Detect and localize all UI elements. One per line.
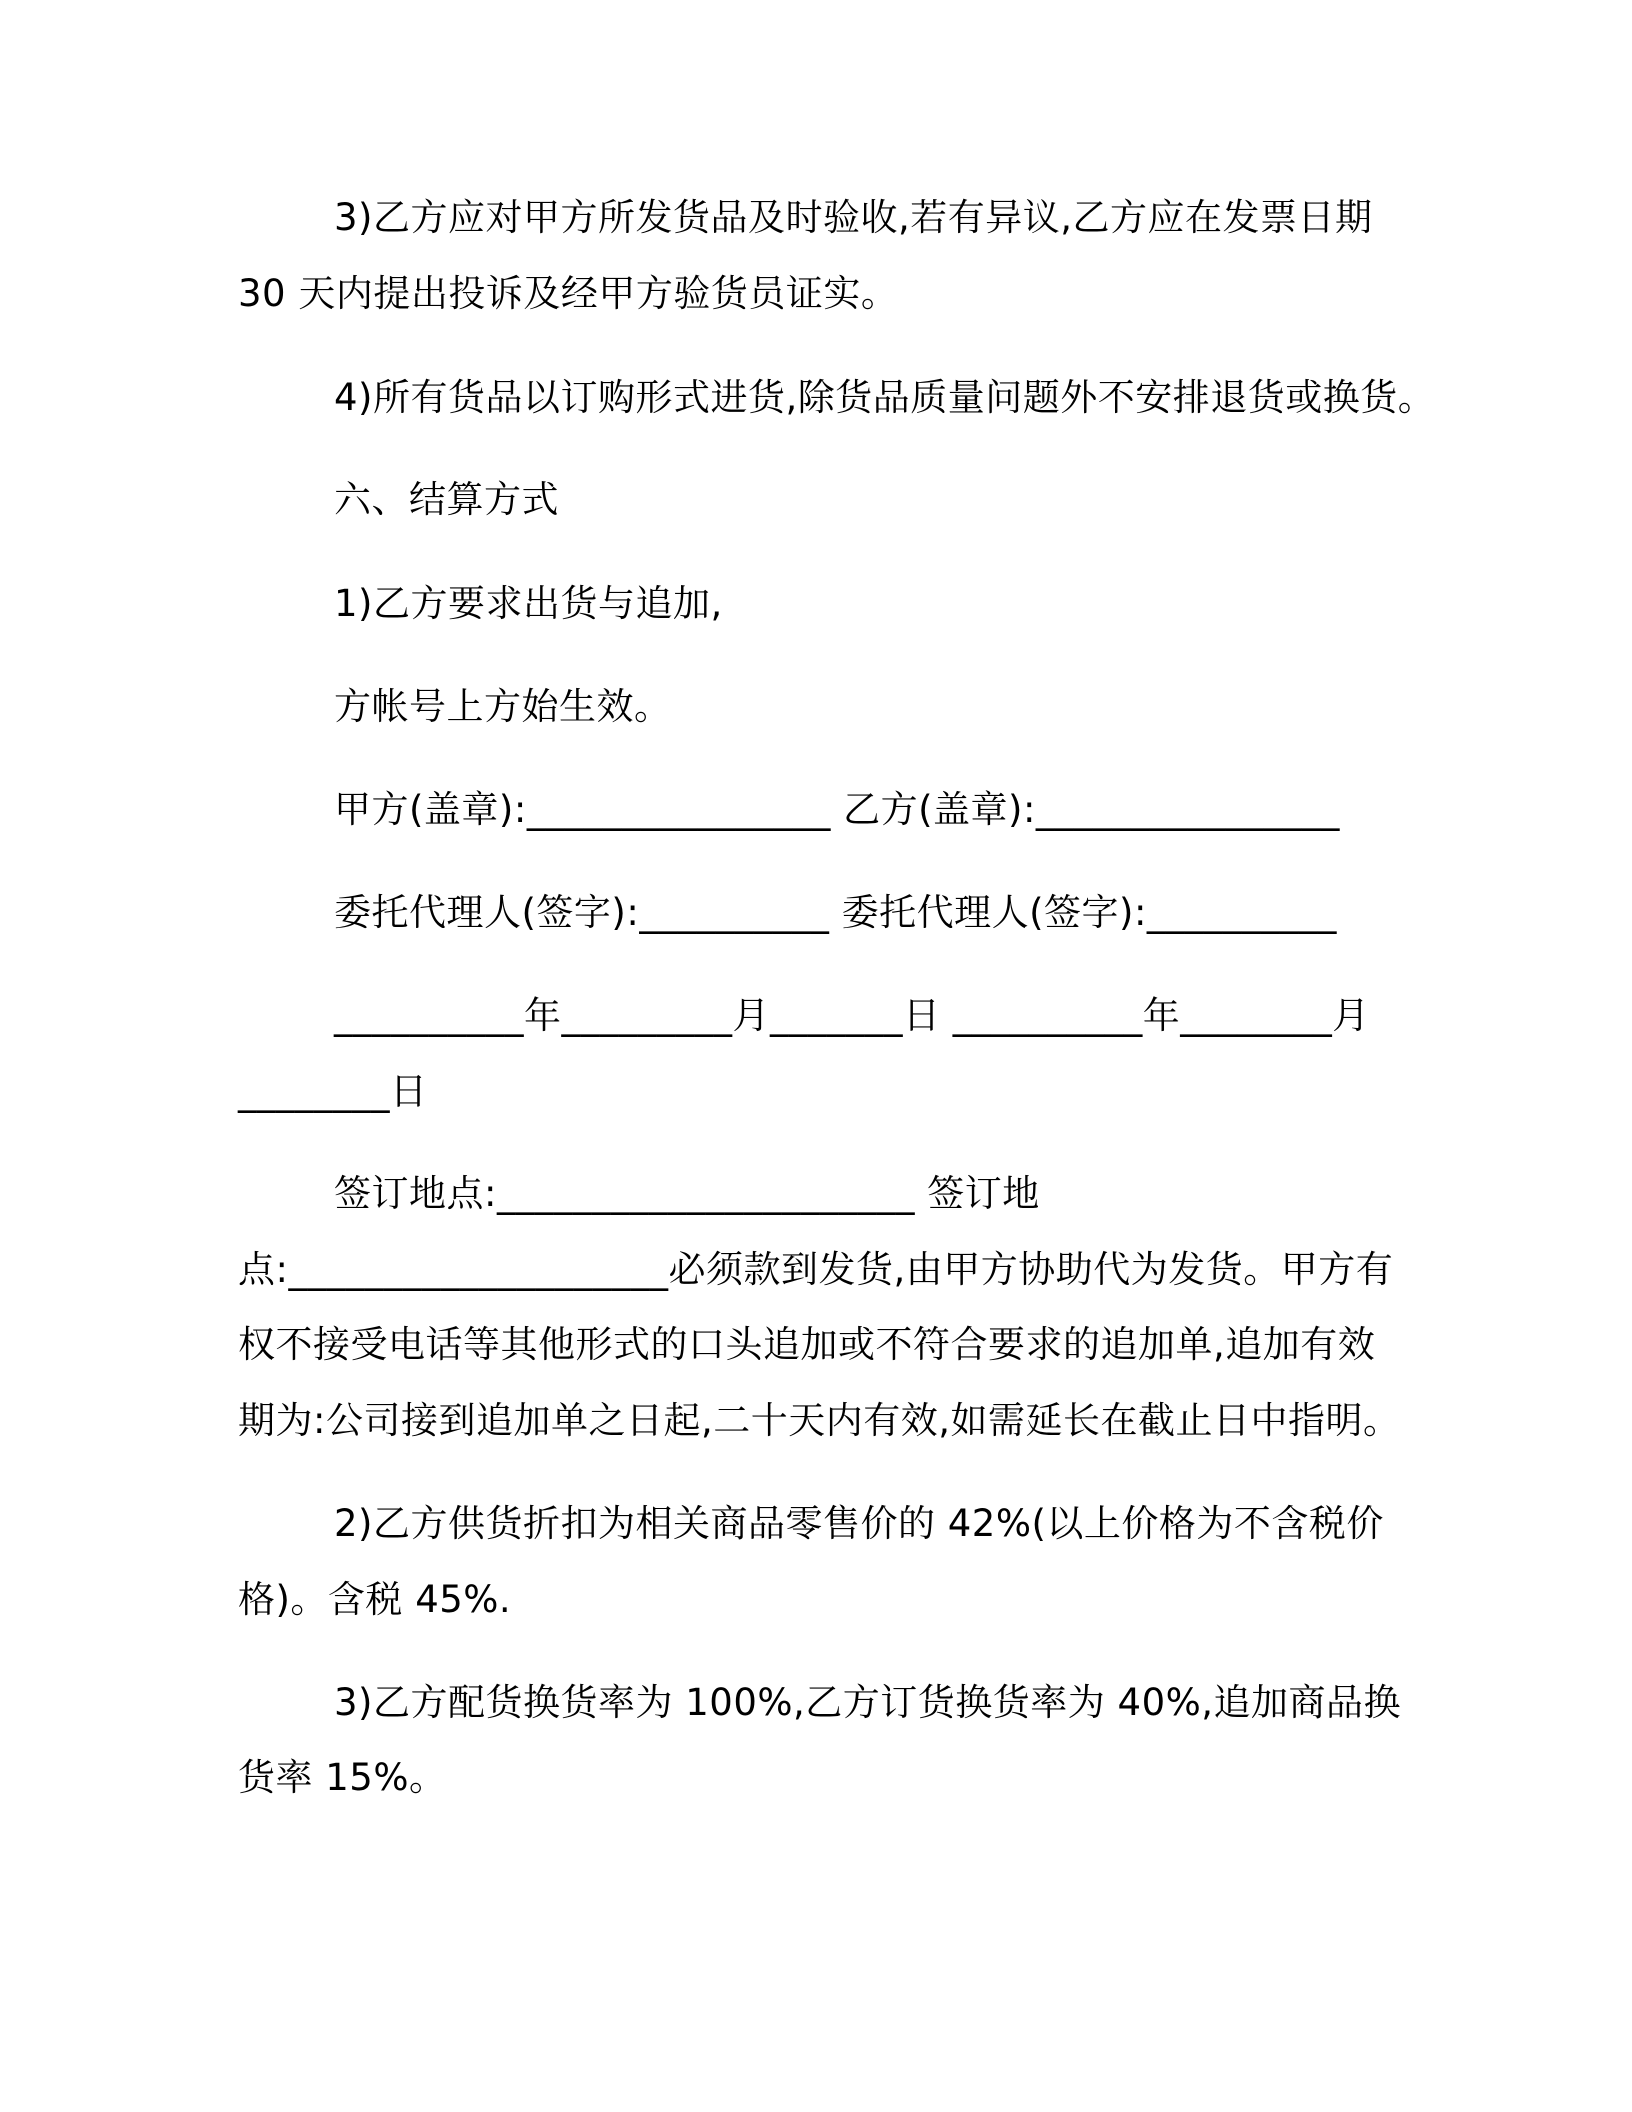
date-line-1: __________年_________月_______日 __________年________月: [334, 994, 1370, 1037]
clause-5-3-line-1: 3)乙方应对甲方所发货品及时验收,若有异议,乙方应在发票日期: [334, 196, 1373, 239]
clause-6-3-line-1: 3)乙方配货换货率为 100%,乙方订货换货率为 40%,追加商品换: [334, 1681, 1402, 1724]
clause-6-2-line-2: 格)。含税 45%.: [238, 1578, 512, 1621]
clause-6-3-line-2: 货率 15%。: [238, 1756, 447, 1799]
signing-place-line-3: 权不接受电话等其他形式的口头追加或不符合要求的追加单,追加有效: [238, 1323, 1376, 1366]
date-line-2: ________日: [238, 1070, 428, 1113]
signing-place-line-4: 期为:公司接到追加单之日起,二十天内有效,如需延长在截止日中指明。: [238, 1399, 1401, 1442]
section-6-heading: 六、结算方式: [334, 478, 559, 521]
clause-6-1-line-1: 1)乙方要求出货与追加,: [334, 582, 723, 625]
agent-signature-line: 委托代理人(签字):__________ 委托代理人(签字):__________: [334, 891, 1337, 934]
signing-place-line-1: 签订地点:______________________ 签订地: [334, 1172, 1040, 1215]
seal-line: 甲方(盖章):________________ 乙方(盖章):________________: [334, 788, 1340, 831]
clause-5-4: 4)所有货品以订购形式进货,除货品质量问题外不安排退货或换货。: [334, 376, 1436, 419]
clause-6-2-line-1: 2)乙方供货折扣为相关商品零售价的 42%(以上价格为不含税价: [334, 1502, 1384, 1545]
clause-6-1-line-2: 方帐号上方始生效。: [334, 685, 672, 728]
clause-5-3-line-2: 30 天内提出投诉及经甲方验货员证实。: [238, 272, 899, 315]
signing-place-line-2: 点:____________________必须款到发货,由甲方协助代为发货。甲方有: [238, 1248, 1394, 1291]
